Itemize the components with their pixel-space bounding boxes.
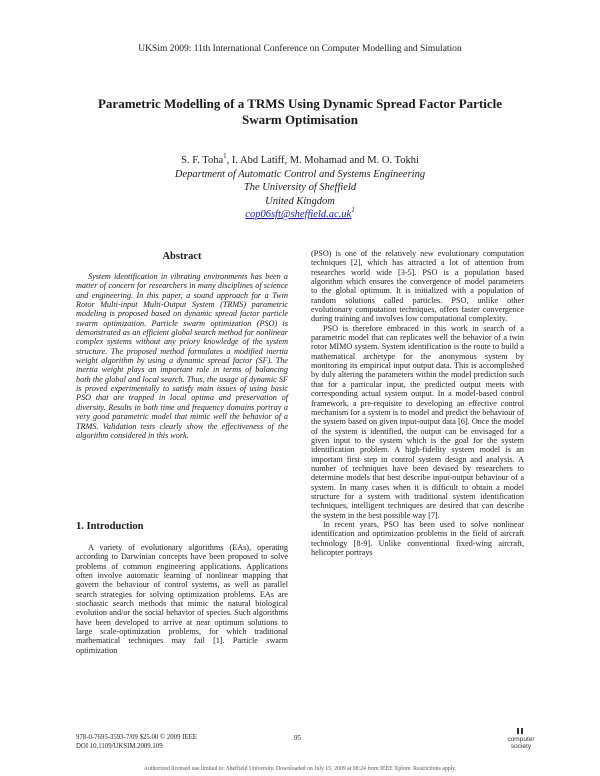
title-line-1: Parametric Modelling of a TRMS Using Dynamic Spread Factor Particle <box>97 96 503 111</box>
paper-title <box>40 96 560 128</box>
author-department: Department of Automatic Control and Systems Engineering <box>174 168 426 180</box>
author-email-link[interactable]: cop06sft@sheffield.ac.uk <box>245 209 352 220</box>
computer-society-logo <box>497 726 545 750</box>
footer-isbn: 978-0-7695-3593-7/09 $25.00 © 2009 IEEE <box>76 734 197 741</box>
computer-society-logo-icon <box>497 726 545 750</box>
page-number: 95 <box>294 734 301 742</box>
abstract-paragraph: System identification in vibrating environments has been a matter of concern for researchers in many disciplines of science and engineering. In this paper, a sound approach for a Twin Rotor Multi-input Multi-Output System (TRMS) parametric modeling is proposed based on dynamic spread factor particle swarm optimization. Particle swarm optimization (PSO) is demonstrated as an efficient global search method for nonlinear complex systems without any priory knowledge of the system structure. The proposed method formulates a modified inertia weight algorithm by using a dynamic spread factor (SF). The inertia weight plays an important role in terms of balancing both the global and local search. Thus, the usage of dynamic SF is proved experimentally to satisfy main issues of using basic PSO that are trapped in local optima and preservation of diversity. Results in both time and frequency domains portray a very good parametric model that mimic well the behavior of a TRMS. Validation tests clearly show the effectiveness of the algorithm considered in this work. <box>76 272 288 440</box>
author-block <box>60 154 540 222</box>
author-email-line: $cop06sft@sheffield.ac.uk^1$ <box>245 206 355 220</box>
introduction-text <box>76 543 288 655</box>
license-notice: Authorized licensed use limited to: Sheffield University. Downloaded on July 15, 2009 at 08:24 from IEEE Xplore. Restrictions apply. <box>143 766 457 772</box>
svg-text:society: society <box>510 743 532 750</box>
svg-text:computer: computer <box>507 736 535 743</box>
right-paragraph-2: PSO is therefore embraced in this work in search of a parametric model that can replicates well the behavior of a twin rotor MIMO system. System identification is the route to build a mathematical archetype for the anonymous system by monitoring its empirical input output data. This is accomplished by duly altering the parameters within the model prediction such that for a particular input, the predicted output meets with corresponding actual system output. In a model-based control framework, a pre-requisite to developing an effective control mechanism for a system is to model and predict the behaviour of the system based on given input-output data [6]. Once the model of the system is identified, the output can be envisaged for a given input to the system which is the goal for the system identification problem. A high-fidelity system model is an important first step in control system design and analysis. A number of techniques have been devised by researchers to determine models that best describe input-output behaviour of a system. In many cases when it is difficult to obtain a model structure for a system with traditional system identification techniques, intelligent techniques are desired that can describe the system in the best possible way [7]. <box>311 323 524 520</box>
conference-header: UKSim 2009: 11th International Conference on Computer Modelling and Simulation <box>138 44 462 54</box>
right-column-text <box>311 249 524 557</box>
right-paragraph-continued: (PSO) is one of the relatively new evolutionary computation techniques [2], which has attracted a lot of attention from researches world wide [3-5]. PSO is a population based algorithm which ensures the convergence of model parameters to the global optimum. It is initialized with a population of random solutions called particles. PSO, unlike other evolutionary computation techniques, offers faster convergence during training and involves low computational complexity. <box>311 249 524 324</box>
introduction-paragraph-1: A variety of evolutionary algorithms (EAs), operating according to Darwinian concepts have been proposed to solve problems of common engineering applications. Applications often involve automatic learning of nonlinear mapping that govern the behaviour of control systems, as well as parallel search strategies for solving optimization problems. EAs are stochastic search methods that mimic the natural biological evolution and/or the social behavior of species. Such algorithms have been developed to arrive at near optimum solutions to large scale-optimization problems, for which traditional mathematical techniques may fail [1]. Particle swarm optimization <box>76 543 288 655</box>
title-line-2: Swarm Optimisation <box>242 112 358 127</box>
author-university: The University of Sheffield <box>243 182 357 193</box>
introduction-heading: 1. Introduction <box>76 521 144 532</box>
footer-copyright <box>76 734 197 751</box>
abstract-text <box>76 272 288 440</box>
author-names: S. F. Toha$^1$, I. Abd Latiff, M. Mohamad and M. O. Tokhi <box>181 152 419 166</box>
footer-doi: DOI 10.1109/UKSIM.2009.109 <box>76 742 163 750</box>
abstract-heading: Abstract <box>162 251 202 262</box>
right-paragraph-3: In recent years, PSO has been used to solve nonlinear identification and optimization problems in the field of aircraft technology [8-9]. Unlike conventional fixed-wing aircraft, helicopter portrays <box>311 519 524 557</box>
author-country: United Kingdom <box>265 195 335 207</box>
